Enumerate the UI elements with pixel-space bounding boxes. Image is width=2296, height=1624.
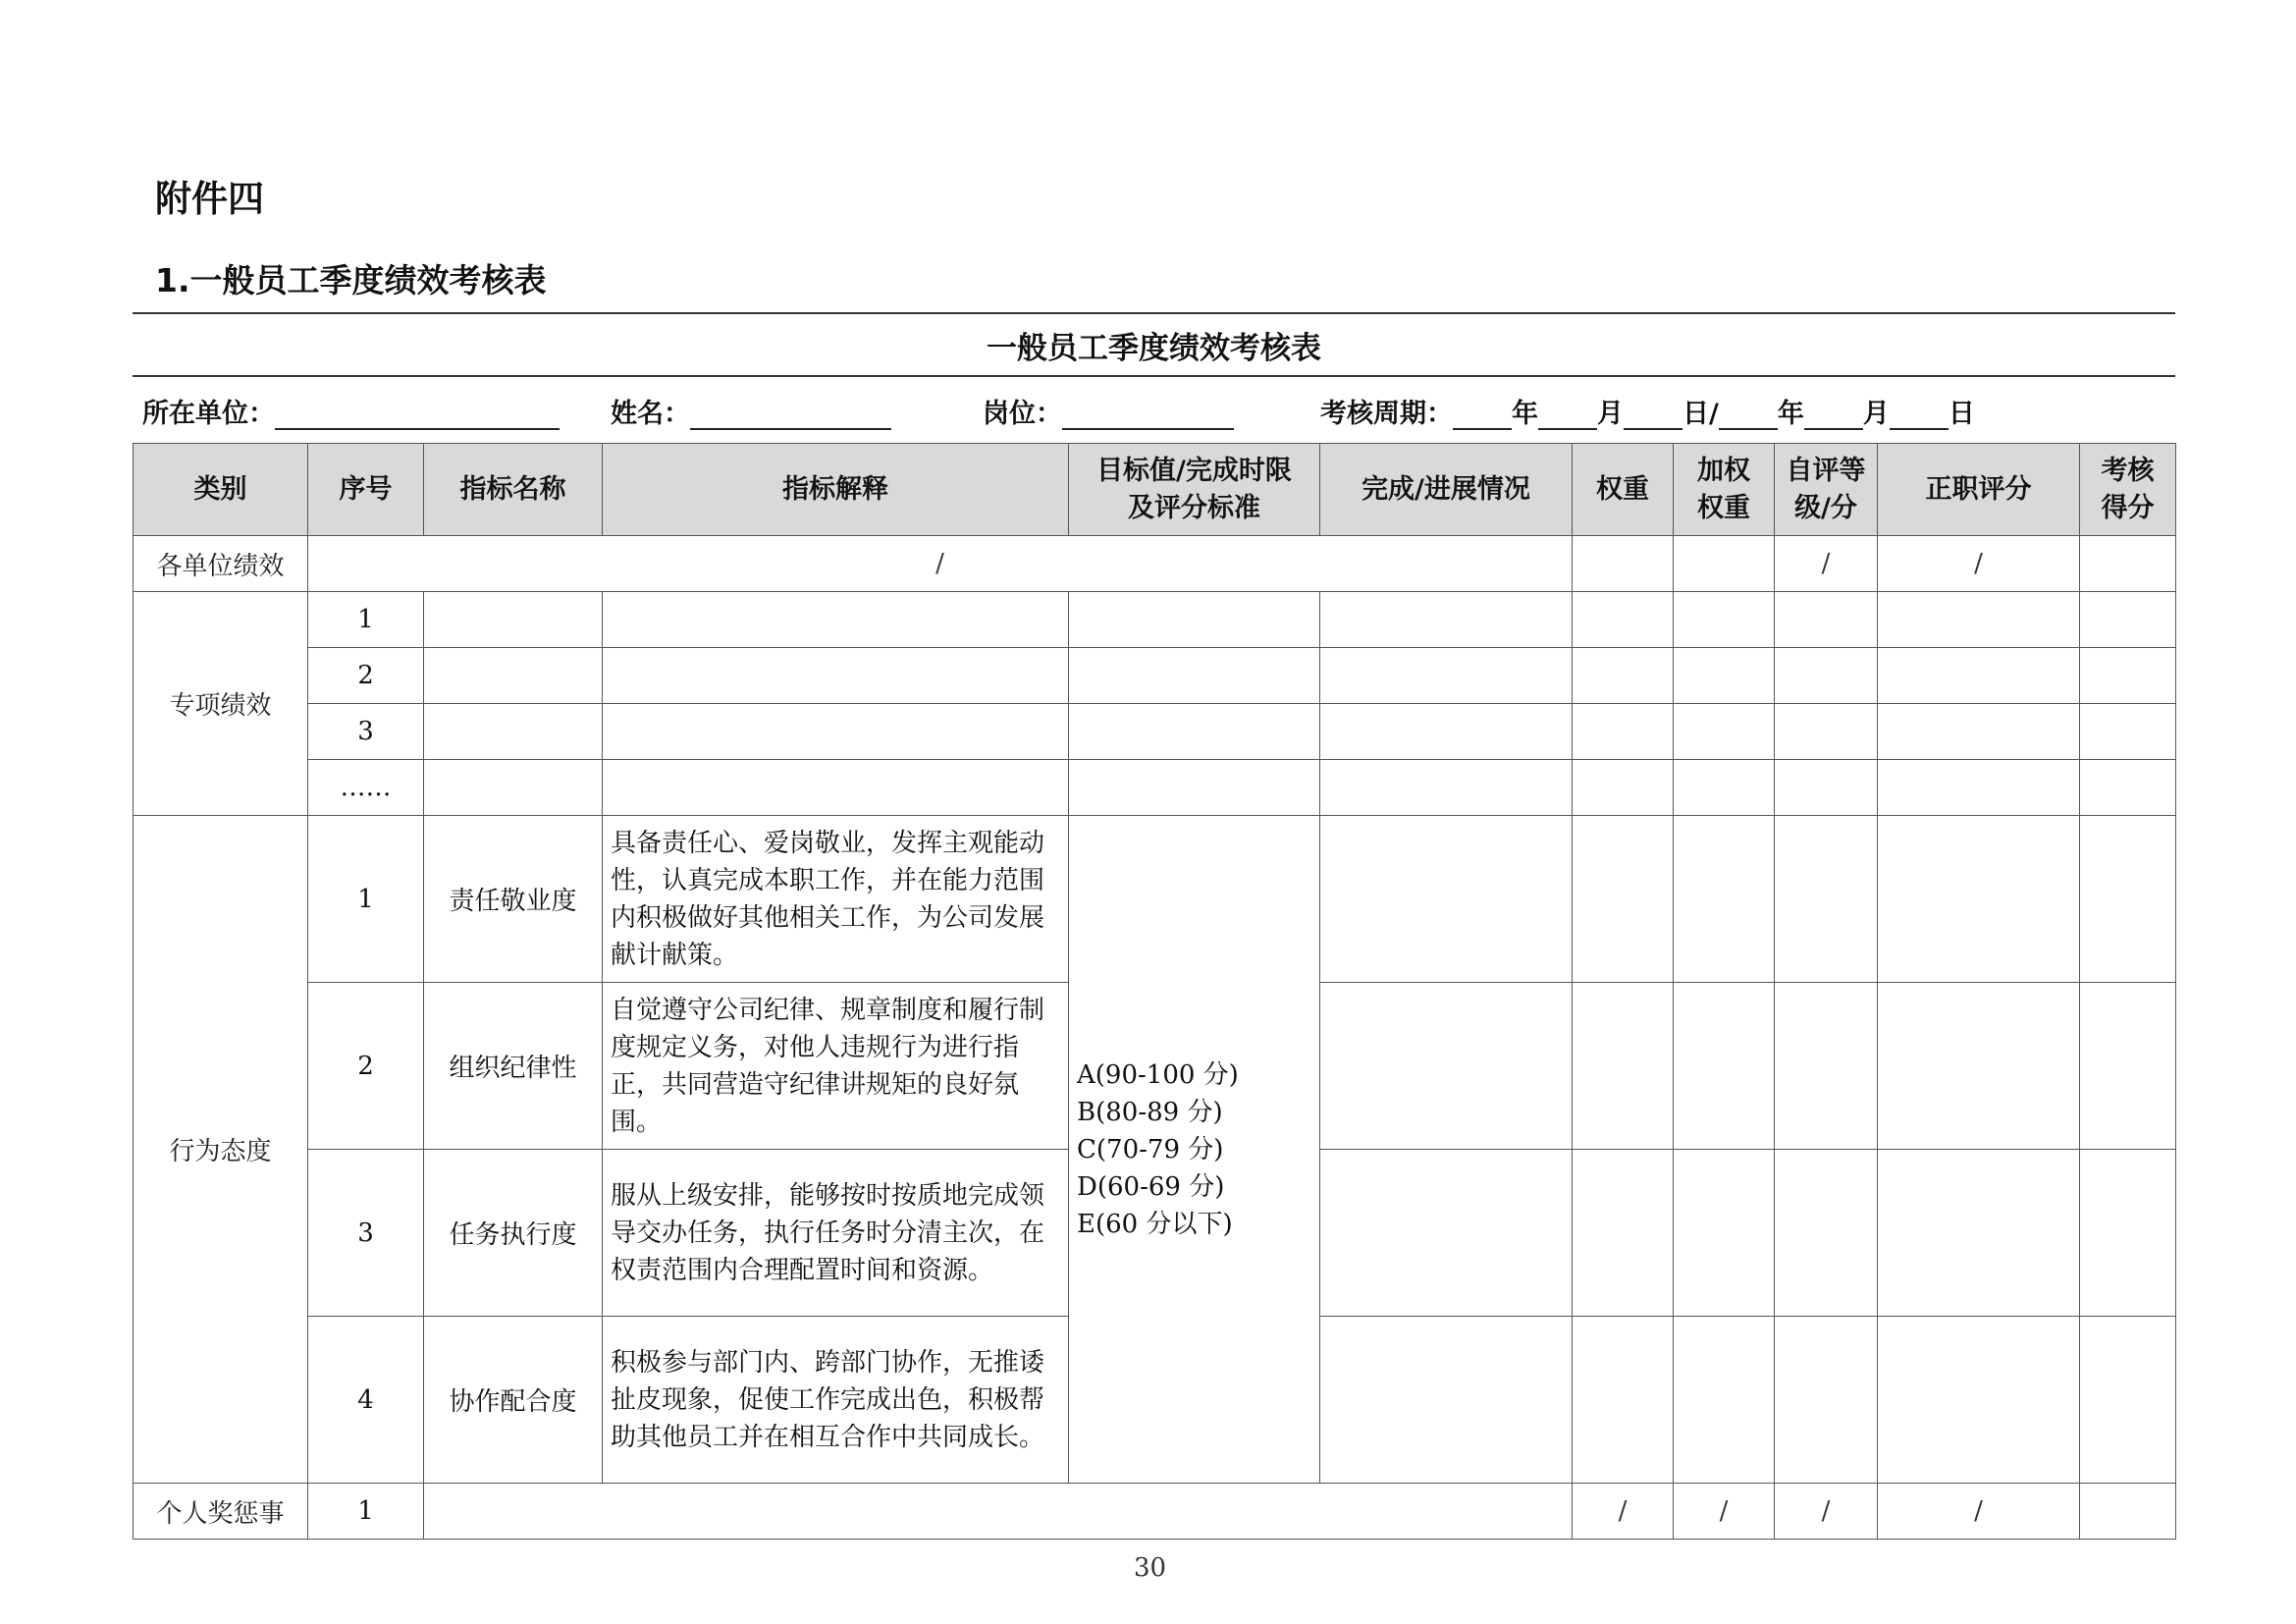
category-special: 专项绩效 [133, 592, 308, 816]
explanation-cell[interactable] [603, 648, 1069, 704]
slash-cell: / [1878, 1484, 2080, 1540]
seq-cell: 3 [308, 1150, 424, 1317]
self-eval-cell[interactable] [1775, 704, 1878, 760]
unit-field [142, 395, 560, 430]
indicator-name: 协作配合度 [424, 1317, 603, 1484]
indicator-explanation: 具备责任心、爱岗敬业，发挥主观能动性，认真完成本职工作，并在能力范围内积极做好其他相关工作，为公司发展献计献策。 [603, 816, 1069, 983]
explanation-cell[interactable] [603, 592, 1069, 648]
progress-cell[interactable] [1320, 816, 1573, 983]
progress-cell[interactable] [1320, 1150, 1573, 1317]
criteria-item: E(60 分以下) [1077, 1209, 1233, 1239]
post-label: 岗位： [983, 399, 1062, 429]
header-weight: 权重 [1573, 444, 1674, 536]
target-cell[interactable] [1069, 592, 1320, 648]
weight-cell[interactable] [1573, 536, 1674, 592]
seq-cell: 1 [308, 816, 424, 983]
month-label: 月 [1597, 399, 1624, 429]
header-score [2080, 444, 2176, 536]
weighted-cell[interactable] [1674, 760, 1775, 816]
header-self-line2: 级/分 [1794, 492, 1857, 523]
reward-detail-cell[interactable] [424, 1484, 1573, 1540]
criteria-item: B(80-89 分) [1077, 1097, 1223, 1127]
start-year-blank[interactable] [1453, 401, 1512, 430]
indicator-explanation: 服从上级安排，能够按时按质地完成领导交办任务，执行任务时分清主次，在权责范围内合理配置时间和资源。 [603, 1150, 1069, 1317]
slash-cell: / [1775, 536, 1878, 592]
day-slash-label: 日/ [1682, 399, 1719, 429]
self-eval-cell[interactable] [1775, 648, 1878, 704]
slash-cell: / [1775, 1484, 1878, 1540]
criteria-item: A(90-100 分) [1077, 1059, 1239, 1090]
supervisor-cell[interactable] [1878, 760, 2080, 816]
header-category: 类别 [133, 444, 308, 536]
header-indicator: 指标名称 [424, 444, 603, 536]
header-target-line2: 及评分标准 [1128, 492, 1260, 523]
supervisor-cell[interactable] [1878, 983, 2080, 1150]
weighted-cell[interactable] [1674, 1150, 1775, 1317]
score-cell[interactable] [2080, 536, 2176, 592]
supervisor-cell[interactable] [1878, 1317, 2080, 1484]
scoring-criteria [1069, 816, 1320, 1484]
indicator-cell[interactable] [424, 592, 603, 648]
month-label: 月 [1862, 399, 1890, 429]
weighted-cell[interactable] [1674, 592, 1775, 648]
score-cell[interactable] [2080, 592, 2176, 648]
weight-cell[interactable] [1573, 760, 1674, 816]
document-subtitle: 1.一般员工季度绩效考核表 [155, 261, 547, 299]
target-cell[interactable] [1069, 648, 1320, 704]
criteria-item: D(60-69 分) [1077, 1171, 1225, 1202]
slash-cell: / [308, 536, 1573, 592]
score-cell[interactable] [2080, 704, 2176, 760]
score-cell[interactable] [2080, 760, 2176, 816]
header-self-eval [1775, 444, 1878, 536]
explanation-cell[interactable] [603, 704, 1069, 760]
indicator-name: 任务执行度 [424, 1150, 603, 1317]
indicator-explanation: 积极参与部门内、跨部门协作，无推诿扯皮现象，促使工作完成出色，积极帮助其他员工并在相互合作中共同成长。 [603, 1317, 1069, 1484]
header-supervisor: 正职评分 [1878, 444, 2080, 536]
special-row [133, 592, 2176, 648]
weighted-cell[interactable] [1674, 816, 1775, 983]
self-eval-cell[interactable] [1775, 983, 1878, 1150]
header-weighted [1674, 444, 1775, 536]
unit-performance-row [133, 536, 2176, 592]
start-day-blank[interactable] [1624, 401, 1682, 430]
progress-cell[interactable] [1320, 648, 1573, 704]
score-cell[interactable] [2080, 983, 2176, 1150]
year-label: 年 [1512, 399, 1538, 429]
seq-cell: 1 [308, 1484, 424, 1540]
category-reward: 个人奖惩事 [133, 1484, 308, 1540]
weighted-cell[interactable] [1674, 704, 1775, 760]
seq-cell: 3 [308, 704, 424, 760]
slash-cell: / [1674, 1484, 1775, 1540]
self-eval-cell[interactable] [1775, 1150, 1878, 1317]
day-label: 日 [1948, 399, 1975, 429]
score-cell[interactable] [2080, 816, 2176, 983]
target-cell[interactable] [1069, 704, 1320, 760]
supervisor-cell[interactable] [1878, 592, 2080, 648]
progress-cell[interactable] [1320, 1317, 1573, 1484]
header-weighted-line2: 权重 [1697, 492, 1750, 523]
special-row [133, 648, 2176, 704]
progress-cell[interactable] [1320, 592, 1573, 648]
self-eval-cell[interactable] [1775, 592, 1878, 648]
indicator-cell[interactable] [424, 648, 603, 704]
weighted-cell[interactable] [1674, 648, 1775, 704]
header-self-line1: 自评等 [1786, 455, 1866, 486]
weighted-cell[interactable] [1674, 536, 1775, 592]
progress-cell[interactable] [1320, 704, 1573, 760]
weight-cell[interactable] [1573, 1317, 1674, 1484]
header-weighted-line1: 加权 [1697, 455, 1750, 486]
header-score-line2: 得分 [2101, 492, 2155, 523]
post-field [983, 395, 1234, 430]
unit-label: 所在单位： [142, 399, 275, 429]
score-cell[interactable] [2080, 1484, 2176, 1540]
special-row [133, 704, 2176, 760]
explanation-cell[interactable] [603, 760, 1069, 816]
weighted-cell[interactable] [1674, 983, 1775, 1150]
page-heading: 附件四 [155, 178, 264, 220]
weight-cell[interactable] [1573, 1150, 1674, 1317]
header-score-line1: 考核 [2101, 455, 2155, 486]
seq-cell: 2 [308, 983, 424, 1150]
slash-cell: / [1878, 536, 2080, 592]
self-eval-cell[interactable] [1775, 816, 1878, 983]
target-cell[interactable] [1069, 760, 1320, 816]
criteria-item: C(70-79 分) [1077, 1134, 1224, 1164]
category-behavior: 行为态度 [133, 816, 308, 1484]
seq-cell: 1 [308, 592, 424, 648]
form-title: 一般员工季度绩效考核表 [133, 312, 2175, 377]
category-unit-performance: 各单位绩效 [133, 536, 308, 592]
progress-cell[interactable] [1320, 760, 1573, 816]
score-cell[interactable] [2080, 1317, 2176, 1484]
weight-cell[interactable] [1573, 592, 1674, 648]
weight-cell[interactable] [1573, 704, 1674, 760]
self-eval-cell[interactable] [1775, 760, 1878, 816]
header-row [133, 444, 2176, 536]
progress-cell[interactable] [1320, 983, 1573, 1150]
indicator-cell[interactable] [424, 760, 603, 816]
period-field [1320, 395, 1975, 430]
indicator-explanation: 自觉遵守公司纪律、规章制度和履行制度规定义务，对他人违规行为进行指正，共同营造守纪律讲规矩的良好氛围。 [603, 983, 1069, 1150]
weighted-cell[interactable] [1674, 1317, 1775, 1484]
end-year-blank[interactable] [1719, 401, 1778, 430]
name-label: 姓名： [611, 399, 690, 429]
supervisor-cell[interactable] [1878, 816, 2080, 983]
header-target-line1: 目标值/完成时限 [1096, 455, 1292, 486]
supervisor-cell[interactable] [1878, 648, 2080, 704]
unit-blank[interactable] [275, 401, 560, 430]
end-month-blank[interactable] [1804, 401, 1863, 430]
score-cell[interactable] [2080, 648, 2176, 704]
period-label: 考核周期： [1320, 399, 1453, 429]
header-progress: 完成/进展情况 [1320, 444, 1573, 536]
post-blank[interactable] [1062, 401, 1234, 430]
seq-cell: 4 [308, 1317, 424, 1484]
seq-cell: 2 [308, 648, 424, 704]
reward-row [133, 1484, 2176, 1540]
seq-cell: …… [308, 760, 424, 816]
year-label: 年 [1777, 399, 1804, 429]
name-field [611, 395, 891, 430]
special-row [133, 760, 2176, 816]
performance-table [133, 443, 2176, 1540]
score-cell[interactable] [2080, 1150, 2176, 1317]
start-month-blank[interactable] [1538, 401, 1597, 430]
header-target [1069, 444, 1320, 536]
weight-cell[interactable] [1573, 648, 1674, 704]
supervisor-cell[interactable] [1878, 1150, 2080, 1317]
supervisor-cell[interactable] [1878, 704, 2080, 760]
weight-cell[interactable] [1573, 816, 1674, 983]
indicator-cell[interactable] [424, 704, 603, 760]
header-seq: 序号 [308, 444, 424, 536]
weight-cell[interactable] [1573, 983, 1674, 1150]
header-explanation: 指标解释 [603, 444, 1069, 536]
indicator-name: 责任敬业度 [424, 816, 603, 983]
behavior-row [133, 816, 2176, 983]
end-day-blank[interactable] [1890, 401, 1949, 430]
self-eval-cell[interactable] [1775, 1317, 1878, 1484]
name-blank[interactable] [690, 401, 891, 430]
slash-cell: / [1573, 1484, 1674, 1540]
page-number: 30 [1134, 1553, 1167, 1583]
indicator-name: 组织纪律性 [424, 983, 603, 1150]
